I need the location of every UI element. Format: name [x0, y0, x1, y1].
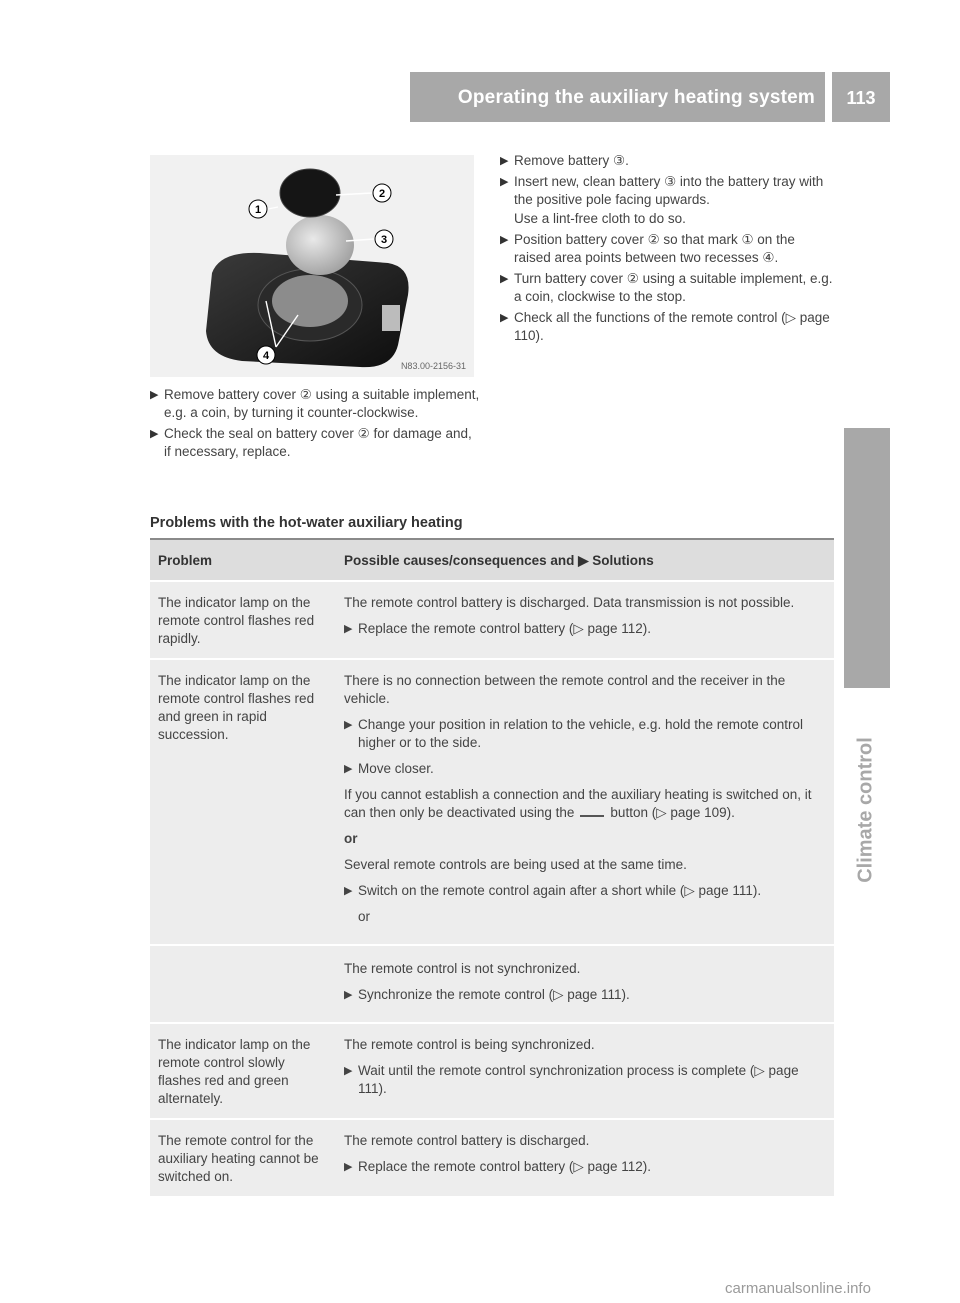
step-item: ▶ Turn battery cover ② using a suitable implement, e.g. a coin, clockwise to the stop. — [500, 271, 833, 304]
causes-cell: The remote control battery is discharged. ▶ Replace the remote control battery (▷ page 112). — [344, 1133, 652, 1174]
right-steps — [500, 152, 835, 348]
remote-control-illustration — [150, 155, 474, 377]
header-problem: Problem — [158, 553, 213, 568]
page-number: 113 — [832, 72, 890, 122]
problem-cell: The remote control for the auxiliary heating cannot be switched on. — [158, 1133, 319, 1184]
table-row — [150, 660, 834, 946]
callout-3-label: 3 — [380, 234, 388, 246]
key-blade — [382, 305, 400, 331]
callout-2-label: 2 — [378, 188, 386, 200]
problem-cell: The indicator lamp on the remote control flashes red and green in rapid succession. — [158, 673, 315, 742]
page-title: Operating the auxiliary heating system — [457, 87, 815, 108]
causes-cell: The remote control is being synchronized. ▶ Wait until the remote control synchronization process is complete (▷ page 111). — [344, 1037, 799, 1096]
heating-button-icon — [580, 804, 604, 817]
step-item: ▶ Remove battery ③. — [500, 153, 629, 168]
table-row — [150, 1024, 834, 1120]
callout-line — [268, 207, 278, 209]
step-item: ▶ Check all the functions of the remote control (▷ page 110). — [500, 310, 830, 343]
causes-cell: There is no connection between the remote control and the receiver in the vehicle. ▶ Change your position in relation to the vehicle, e.g. hold the remote control higher or to the side. ▶ Move closer. If you cannot establish a connection and the auxiliary heating is switched on, it can then only be deactivated using the button (▷ page 109). or Several remote controls are being used at the same time. ▶ Switch on the remote control again after a short while (▷ page 111). or — [344, 673, 812, 924]
causes-cell: The remote control battery is discharged. Data transmission is not possible. ▶ Replace the remote control battery (▷ page 112). — [344, 595, 795, 636]
table-row — [150, 582, 834, 660]
causes-cell: The remote control is not synchronized. ▶ Synchronize the remote control (▷ page 111). — [344, 961, 630, 1002]
callout-1-label: 1 — [254, 204, 262, 216]
chapter-tab — [844, 428, 890, 688]
problems-table — [150, 538, 834, 1198]
figure-code: N83.00-2156-31 — [400, 361, 466, 371]
callout-line — [336, 193, 372, 195]
table-header-row — [150, 540, 834, 582]
problem-cell: The indicator lamp on the remote control slowly flashes red and green alternately. — [158, 1037, 311, 1106]
battery-coin — [286, 215, 354, 275]
left-steps — [150, 386, 480, 464]
callout-4-label: 4 — [262, 350, 270, 362]
table-row — [150, 946, 834, 1024]
remote-control-figure — [150, 155, 474, 377]
step-item: ▶ Position battery cover ② so that mark ① on the raised area points between two recesses ④. — [500, 232, 795, 265]
step-item: ▶ Remove battery cover ② using a suitable implement, e.g. a coin, by turning it counter-clockwise. — [150, 387, 480, 420]
step-item: ▶ Insert new, clean battery ③ into the battery tray with the positive pole facing upwards. Use a lint-free cloth to do so. — [500, 173, 835, 228]
step-note: Use a lint-free cloth to do so. — [514, 211, 686, 226]
table-row — [150, 1120, 834, 1198]
header-causes: Possible causes/consequences and ▶ Solutions — [344, 553, 654, 568]
battery-contact — [272, 275, 348, 327]
watermark: carmanualsonline.info — [725, 1280, 871, 1297]
section-title: Problems with the hot-water auxiliary heating — [150, 515, 463, 531]
step-item: ▶ Check the seal on battery cover ② for damage and, if necessary, replace. — [150, 426, 472, 459]
battery-cover — [280, 169, 340, 217]
chapter-label: Climate control — [854, 737, 877, 883]
problem-cell: The indicator lamp on the remote control flashes red rapidly. — [158, 595, 315, 646]
problem-cell — [150, 946, 336, 1022]
